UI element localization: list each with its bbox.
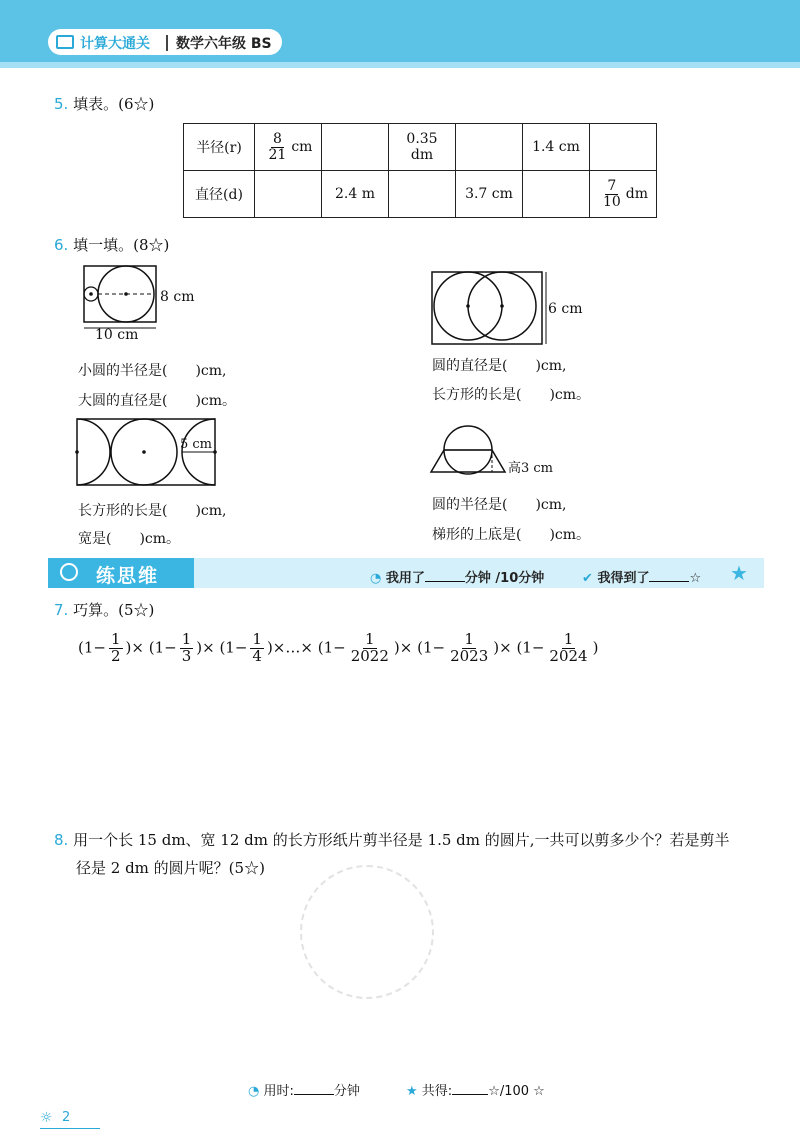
time-tracker bbox=[370, 567, 544, 586]
time-suffix: 分钟 /10分钟 bbox=[464, 571, 545, 586]
flower-icon bbox=[60, 563, 78, 581]
table-cell-blank[interactable] bbox=[456, 124, 523, 171]
sun-icon: ☼ bbox=[40, 1110, 53, 1126]
table-cell-blank[interactable] bbox=[523, 171, 590, 218]
figure-rect-circles-semicircles bbox=[74, 416, 224, 490]
table-cell bbox=[590, 171, 657, 218]
question-5-number: 5. bbox=[54, 95, 69, 113]
fig2-question-2: 长方形的长是( )cm。 bbox=[432, 387, 591, 403]
question-7-text: 巧算。(5☆) bbox=[73, 601, 155, 619]
footer-time-label: 用时: bbox=[263, 1084, 294, 1099]
page-number: 2 bbox=[62, 1110, 71, 1125]
fraction: $\frac{1}{4}$ bbox=[252, 630, 262, 665]
fig1-question-1: 小圆的半径是( )cm, bbox=[78, 363, 227, 379]
question-7-number: 7. bbox=[54, 601, 69, 619]
score-blank[interactable] bbox=[649, 567, 689, 582]
footer-score-label: 共得: bbox=[421, 1084, 453, 1099]
score-tracker bbox=[582, 567, 701, 586]
fraction bbox=[267, 132, 289, 162]
footer-underline bbox=[40, 1128, 100, 1129]
fig4-question-1: 圆的半径是( )cm, bbox=[432, 497, 567, 513]
header-stripe bbox=[0, 62, 800, 68]
table-cell: 2.4 m bbox=[322, 171, 389, 218]
footer-time-blank[interactable] bbox=[294, 1080, 334, 1095]
header-separator bbox=[166, 35, 168, 51]
footer-score-blank[interactable] bbox=[452, 1080, 488, 1095]
unit-label: dm bbox=[625, 186, 649, 202]
footer-score-total: ☆/100 ☆ bbox=[488, 1084, 545, 1099]
table-cell bbox=[255, 124, 322, 171]
fraction: $\frac{1}{2022}$ bbox=[350, 630, 389, 665]
fraction: $\frac{1}{3}$ bbox=[181, 630, 192, 665]
watermark-seal bbox=[300, 865, 434, 999]
footer-score bbox=[406, 1080, 545, 1099]
fraction bbox=[601, 179, 623, 209]
fig3-question-1: 长方形的长是( )cm, bbox=[78, 503, 227, 519]
clock-icon: ◔ bbox=[248, 1084, 260, 1099]
fig3-label: 5 cm bbox=[180, 437, 213, 452]
fraction-numerator: 7 bbox=[607, 177, 617, 194]
fig1-width-label: 10 cm bbox=[95, 327, 139, 343]
table-cell-blank[interactable] bbox=[389, 171, 456, 218]
question-6-title bbox=[54, 234, 169, 255]
footer-time bbox=[248, 1080, 360, 1099]
fig3-question-2: 宽是( )cm。 bbox=[78, 531, 181, 547]
check-icon: ✔ bbox=[582, 571, 593, 586]
row-label-diameter: 直径(d) bbox=[184, 171, 255, 218]
question-8-line-1: 用一个长 15 dm、宽 12 dm 的长方形纸片剪半径是 1.5 dm 的圆片,一共可以剪多少个？若是剪半 bbox=[73, 831, 730, 849]
fraction-denominator: 21 bbox=[268, 146, 287, 163]
star-icon: ★ bbox=[406, 1084, 418, 1099]
table-cell: 3.7 cm bbox=[456, 171, 523, 218]
question-7-title bbox=[54, 599, 154, 620]
row-label-radius: 半径(r) bbox=[184, 124, 255, 171]
question-8-line-2: 径是 2 dm 的圆片呢？(5☆) bbox=[76, 859, 265, 877]
table-row bbox=[184, 124, 657, 171]
question-5-title bbox=[54, 93, 154, 114]
time-blank[interactable] bbox=[425, 567, 465, 582]
footer-time-unit: 分钟 bbox=[333, 1084, 360, 1099]
fraction-denominator: 10 bbox=[602, 193, 621, 210]
fraction: $\frac{1}{2024}$ bbox=[549, 630, 588, 665]
figure-trapezoid-circle bbox=[425, 420, 515, 480]
table-cell: 1.4 cm bbox=[523, 124, 590, 171]
header-subject: 数学六年级 BS bbox=[176, 36, 272, 52]
section-band-title: 练思维 bbox=[96, 565, 160, 587]
table-cell-blank[interactable] bbox=[590, 124, 657, 171]
score-suffix: ☆ bbox=[689, 571, 702, 586]
fig2-question-1: 圆的直径是( )cm, bbox=[432, 358, 567, 374]
header-brand: 计算大通关 bbox=[80, 36, 150, 52]
clock-icon: ◔ bbox=[370, 571, 382, 586]
table-cell-blank[interactable] bbox=[322, 124, 389, 171]
figure-rect-overlapping-circles bbox=[430, 268, 550, 348]
question-8 bbox=[54, 826, 784, 882]
unit-label: cm bbox=[291, 139, 313, 155]
question-7-expression: (1− $\frac{1}{2}$ )× (1− $\frac{1}{3}$ )× (1− $\frac{1}{4}$ )×…× (1− $\frac{1}{2022}$ )× (1− $\frac{1}{2023}$ )× (1− $\frac{1}{2024}$ ) bbox=[78, 630, 599, 665]
book-icon bbox=[56, 35, 74, 49]
table-cell: 0.35 dm bbox=[389, 124, 456, 171]
fig4-label: 高3 cm bbox=[508, 461, 554, 476]
score-prefix: 我得到了 bbox=[597, 571, 650, 586]
fig1-height-label: 8 cm bbox=[160, 289, 195, 305]
question-5-text: 填表。(6☆) bbox=[73, 95, 155, 113]
fraction: $\frac{1}{2023}$ bbox=[450, 630, 489, 665]
star-icon: ★ bbox=[730, 561, 748, 585]
fig1-question-2: 大圆的直径是( )cm。 bbox=[78, 393, 237, 409]
fraction: $\frac{1}{2}$ bbox=[110, 630, 121, 665]
question-6-number: 6. bbox=[54, 236, 69, 254]
question-8-number: 8. bbox=[54, 831, 69, 849]
table-row bbox=[184, 171, 657, 218]
fig2-height-label: 6 cm bbox=[548, 301, 583, 317]
fig4-question-2: 梯形的上底是( )cm。 bbox=[432, 527, 591, 543]
question-6-text: 填一填。(8☆) bbox=[73, 236, 170, 254]
time-prefix: 我用了 bbox=[385, 571, 425, 586]
radius-diameter-table bbox=[183, 123, 657, 218]
table-cell-blank[interactable] bbox=[255, 171, 322, 218]
fraction-numerator: 8 bbox=[272, 130, 282, 147]
